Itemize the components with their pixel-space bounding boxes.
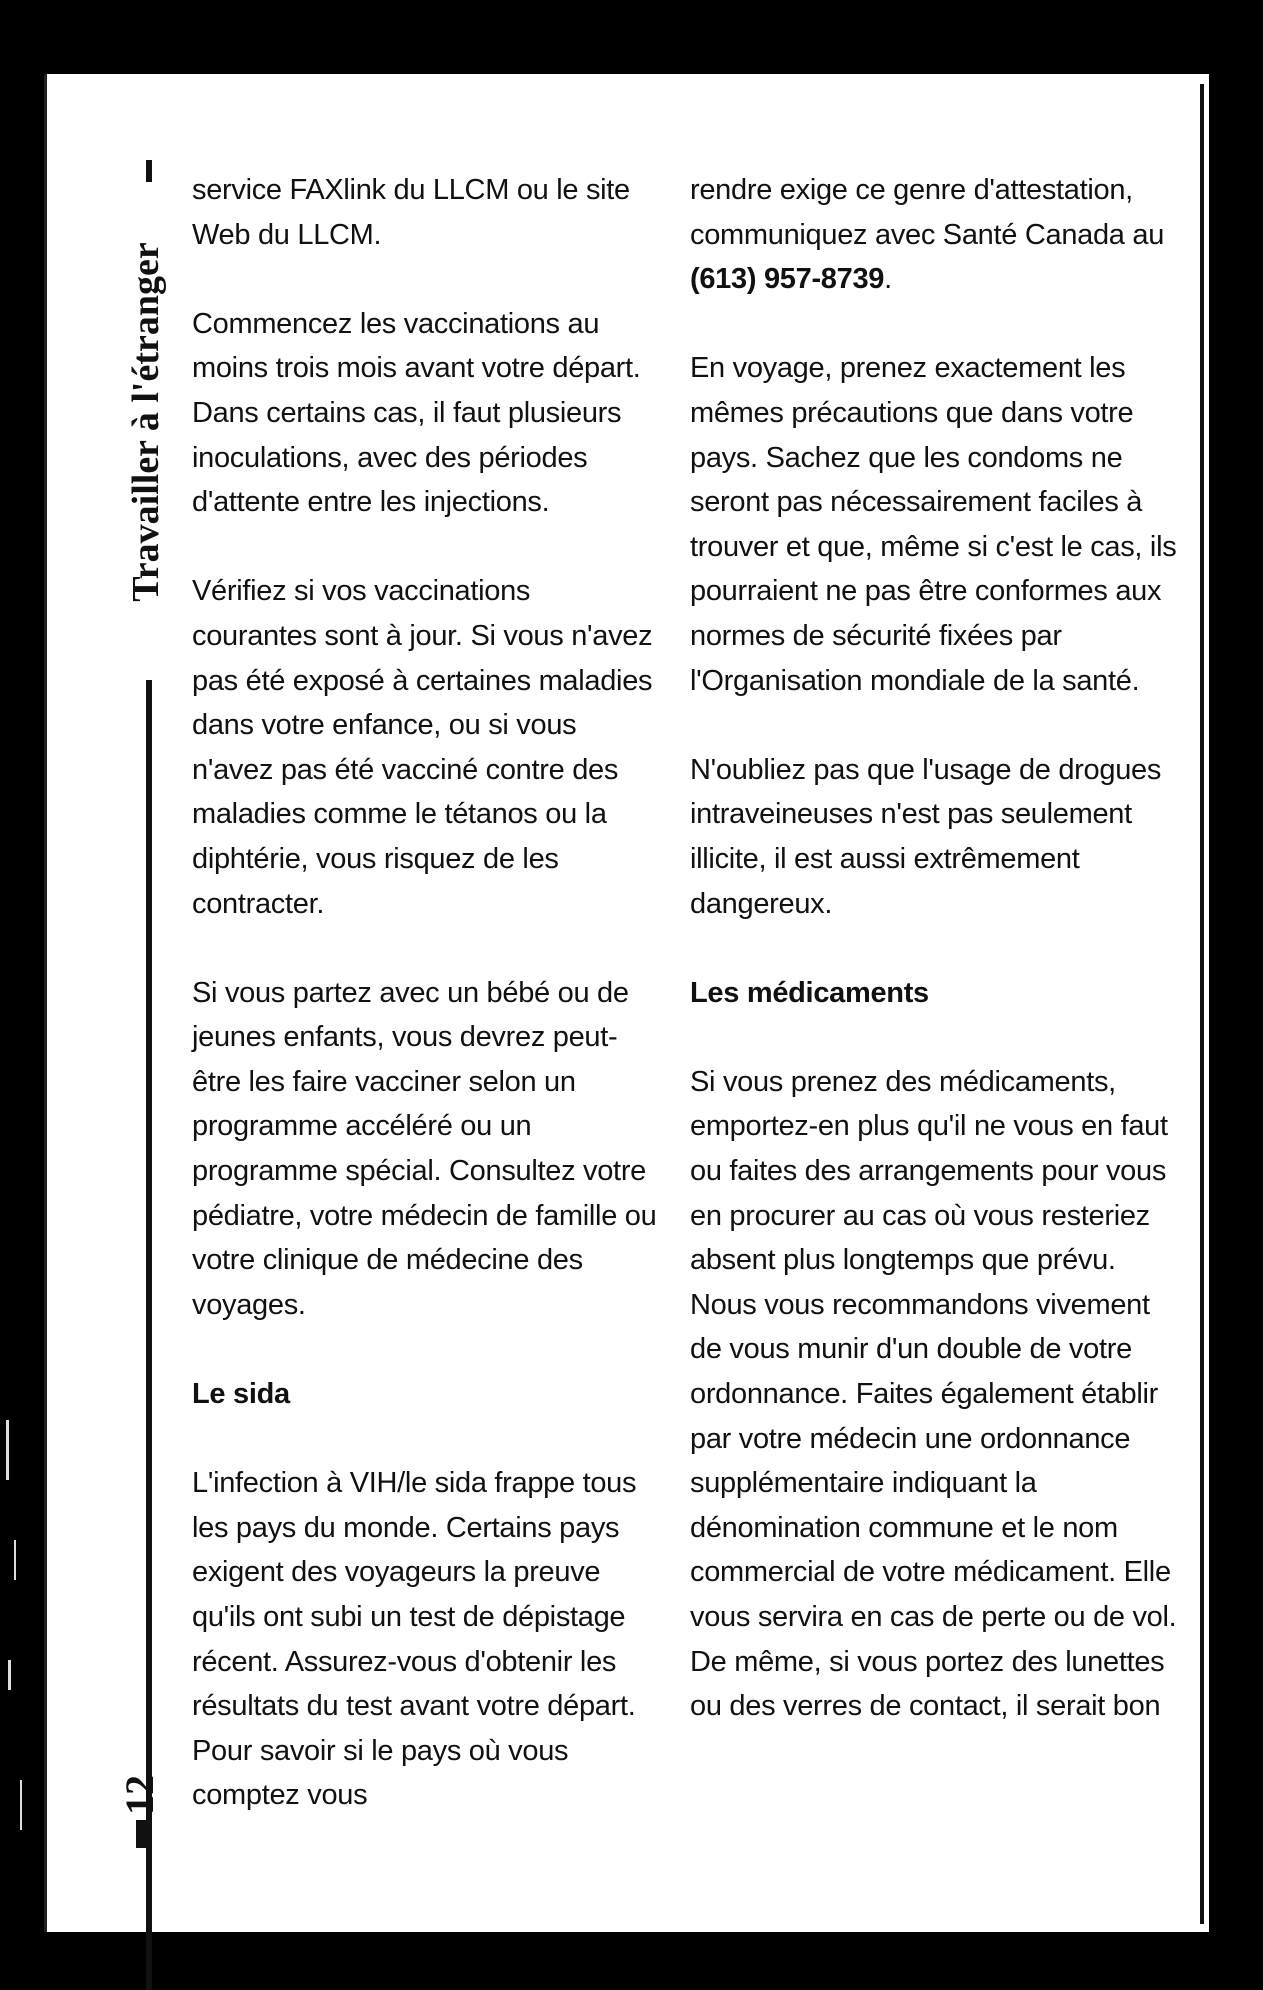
paragraph: Commencez les vaccinations au moins trois mois avant votre départ. Dans certains cas, il faut plusieurs inoculations, avec des périodes d'attente entre les injections. xyxy=(192,307,641,519)
paragraph: service FAXlink du LLCM ou le site Web du LLCM. xyxy=(192,174,630,251)
phone-number: (613) 957-8739 xyxy=(690,263,885,296)
paragraph: Si vous partez avec un bébé ou de jeunes enfants, vous devrez peut-être les faire vacciner selon un programme accéléré ou un programme spécial. Consultez votre pédiatre, votre médecin de famille ou votre clinique de médecine des voyages. xyxy=(192,976,657,1321)
spine-rule-tail xyxy=(136,1820,152,1848)
section-heading-medicaments: Les médicaments xyxy=(690,976,929,1009)
page-edge-shadow xyxy=(1200,84,1204,1924)
page-number: 12 xyxy=(117,1775,162,1815)
scan-noise xyxy=(0,1380,40,1940)
running-title: Travailler à l'étranger xyxy=(125,242,167,602)
section-heading-sida: Le sida xyxy=(192,1378,290,1411)
paragraph: L'infection à VIH/le sida frappe tous les pays du monde. Certains pays exigent des voyageurs la preuve qu'ils ont subi un test de dépistage récent. Assurez-vous d'obtenir les résultats du test avant votre départ. Pour savoir si le pays où vous comptez vous xyxy=(192,1467,637,1812)
paragraph: Vérifiez si vos vaccinations courantes sont à jour. Si vous n'avez pas été exposé à certaines maladies dans votre enfance, ou si vous n'avez pas été vacciné contre des maladies comme le tétanos ou la diphtérie, vous risquez de les contracter. xyxy=(192,575,653,920)
paragraph-text: rendre exige ce genre d'attestation, communiquez avec Santé Canada au xyxy=(690,174,1165,251)
spine-rule-top xyxy=(146,160,152,182)
page-spine xyxy=(117,160,167,1890)
left-column xyxy=(192,168,662,1863)
right-column xyxy=(690,168,1180,1773)
paragraph xyxy=(690,168,1180,302)
paragraph-end: . xyxy=(884,263,892,296)
paragraph: N'oubliez pas que l'usage de drogues intraveineuses n'est pas seulement illicite, il est aussi extrêmement dangereux. xyxy=(690,753,1162,920)
paragraph: En voyage, prenez exactement les mêmes précautions que dans votre pays. Sachez que les condoms ne seront pas nécessairement faciles à trouver et que, même si c'est le cas, ils pourraient ne pas être conformes aux normes de sécurité fixées par l'Organisation mondiale de la santé. xyxy=(690,352,1177,697)
paragraph: Si vous prenez des médicaments, emportez-en plus qu'il ne vous en faut ou faites des arrangements pour vous en procurer au cas où vous resteriez absent plus longtemps que prévu. Nous vous recommandons vivement de vous munir d'un double de votre ordonnance. Faites également établir par votre médecin une ordonnance supplémentaire indiquant la dénomination commune et le nom commercial de votre médicament. Elle vous servira en cas de perte ou de vol. De même, si vous portez des lunettes ou des verres de contact, il serait bon xyxy=(690,1065,1177,1723)
